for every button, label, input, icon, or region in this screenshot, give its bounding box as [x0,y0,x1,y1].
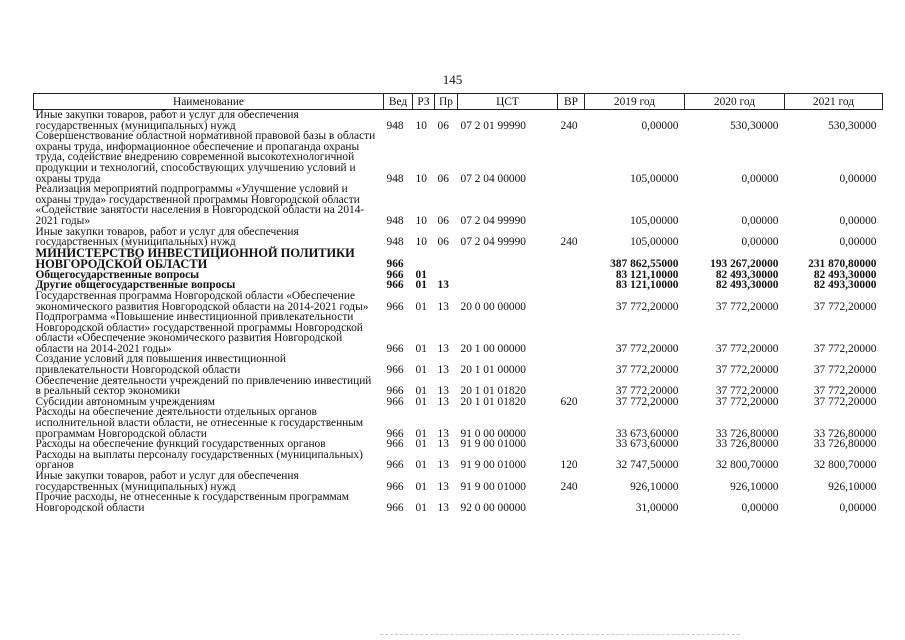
cell-y2020: 82 493,30000 [715,279,779,292]
cell-y2019: 83 121,10000 [615,279,679,292]
cell-vr [558,291,585,312]
cell-pr: 13 [437,459,449,472]
cell-y2019: 105,00000 [630,236,679,249]
cell-y2021: 0,00000 [839,236,877,249]
cell-y2019: 105,00000 [630,172,679,185]
cell-vr [558,354,585,375]
cell-cst: 91 9 00 01000 [460,459,526,472]
cell-cst: 20 1 01 01820 [460,395,526,408]
cell-name: Подпрограмма «Повышение инвестиционной привлекательности Новгородской области» государственной программы Новгородской области «Обеспечение экономического развития Новгородской области на 2014-2021 годы» [35,311,363,355]
cell-ved: 966 [386,501,404,514]
cell-y2021: 37 772,20000 [813,395,877,408]
cell-y2019: 387 862,55000 [610,258,679,271]
cell-ved: 948 [386,236,404,249]
table-row [34,291,883,312]
cell-rz: 01 [415,395,427,408]
cell-pr: 13 [437,395,449,408]
cell-name: Иные закупки товаров, работ и услуг для обеспечения государственных (муниципальных) нужд [35,109,299,132]
page-number: 145 [442,72,463,87]
cell-y2020: 32 800,70000 [715,459,779,472]
cell-y2020: 82 493,30000 [715,268,779,281]
cell-pr: 13 [437,342,449,355]
cell-y2020: 926,10000 [730,480,779,493]
cell-vr: 240 [560,480,578,493]
cell-y2019: 37 772,20000 [615,395,679,408]
cell-pr: 13 [437,364,449,377]
cell-y2020: 37 772,20000 [715,395,779,408]
cell-cst: 20 1 01 00000 [460,364,526,377]
cell-name: Создание условий для повышения инвестиционной привлекательности Новгородской области [35,353,286,377]
cell-vr: 240 [560,236,578,249]
cell-name: Расходы на обеспечение деятельности отдельных органов исполнительной власти области, не отнесенные к государственным программам Новгородской области [35,406,364,440]
cell-vr [558,280,585,291]
cell-y2019: 37 772,20000 [615,342,679,355]
cell-y2021: 33 726,80000 [813,427,877,440]
cell-name: Другие общегосударственные вопросы [35,279,236,292]
cell-y2020: 0,00000 [741,214,779,227]
cell-y2019: 37 772,20000 [615,364,679,377]
cell-y2020: 193 267,20000 [710,258,779,271]
cell-y2019: 37 772,20000 [615,300,679,313]
col-header-vr: ВР [558,94,585,110]
table-row [34,450,883,471]
cell-ved: 948 [386,119,404,132]
col-header-rz: РЗ [413,94,435,110]
table-row [34,184,883,226]
col-header-2019: 2019 год [585,94,685,110]
cell-name: Расходы на выплаты персоналу государственных (муниципальных) органов [35,448,363,472]
cell-rz: 01 [415,364,427,377]
cell-y2020: 37 772,20000 [715,300,779,313]
cell-pr: 13 [437,300,449,313]
cell-vr [558,407,585,439]
cell-cst: 91 9 00 01000 [460,480,526,493]
cell-y2019: 33 673,60000 [615,438,679,451]
cell-vr [558,248,585,270]
cell-pr: 13 [437,427,449,440]
cell-pr: 06 [437,172,449,185]
cell-y2021: 33 726,80000 [813,438,877,451]
cell-y2020: 0,00000 [741,236,779,249]
cell-y2020: 530,30000 [730,119,779,132]
cell-ved: 966 [386,427,404,440]
cell-pr [435,248,458,270]
cell-vr [558,439,585,450]
cell-ved: 966 [386,385,404,398]
cell-rz: 01 [415,501,427,514]
cell-vr: 240 [560,119,578,132]
cell-y2021: 82 493,30000 [813,279,877,292]
cell-name: Совершенствование областной нормативной правовой базы в области охраны труда, информационное обеспечение и пропаганда охраны труда, содействие внедрению современной высокотехнологичной продукции и технологий, способствующих улучшению условий и охраны труда [35,130,376,185]
cell-y2021: 0,00000 [839,214,877,227]
cell-pr: 13 [437,279,449,292]
table-row [34,248,883,270]
cell-pr: 13 [437,438,449,451]
cell-y2019: 32 747,50000 [615,459,679,472]
cell-y2020: 37 772,20000 [715,364,779,377]
cell-y2019: 105,00000 [630,214,679,227]
table-row [34,110,883,132]
cell-y2021: 231 870,80000 [808,258,877,271]
cell-pr: 06 [437,119,449,132]
cell-ved: 966 [386,268,404,281]
cell-rz: 01 [415,459,427,472]
cell-y2021: 37 772,20000 [813,364,877,377]
cell-name: Обеспечение деятельности учреждений по привлечению инвестиций в реальный сектор экономики [35,374,372,398]
cell-cst: 91 0 00 00000 [460,427,526,440]
cell-y2021: 0,00000 [839,501,877,514]
cell-rz: 01 [415,427,427,440]
cell-cst: 07 2 04 99990 [460,214,526,227]
cell-pr: 13 [437,480,449,493]
table-row [34,492,883,513]
cell-rz [413,248,435,270]
cell-cst: 20 1 00 00000 [460,342,526,355]
cell-ved: 966 [386,342,404,355]
col-header-cst: ЦСТ [458,94,558,110]
cell-ved: 948 [386,172,404,185]
cell-y2020: 0,00000 [741,172,779,185]
cell-ved: 966 [386,279,404,292]
budget-table [33,93,883,513]
cell-ved: 966 [386,300,404,313]
cell-y2021: 0,00000 [839,172,877,185]
cell-ved: 966 [386,438,404,451]
cell-y2020: 37 772,20000 [715,385,779,398]
cell-name: Иные закупки товаров, работ и услуг для обеспечения государственных (муниципальных) нужд [35,225,299,249]
cell-name: Прочие расходы, не отнесенные к государственным программам Новгородской области [35,491,349,514]
cell-vr: 120 [560,459,578,472]
table-row [34,354,883,375]
scan-artifact-line [380,634,740,635]
cell-ved: 966 [386,364,404,377]
table-row [34,407,883,439]
cell-rz: 01 [415,385,427,398]
col-header-pr: Пр [435,94,458,110]
table-row [34,376,883,397]
cell-name: Расходы на обеспечение функций государственных органов [35,438,326,451]
col-header-2020: 2020 год [685,94,785,110]
cell-y2021: 82 493,30000 [813,268,877,281]
cell-rz: 10 [415,119,427,132]
cell-rz: 01 [415,300,427,313]
cell-ved: 966 [386,258,404,271]
cell-cst: 07 2 04 99990 [460,236,526,249]
cell-ved: 966 [386,459,404,472]
cell-cst: 92 0 00 00000 [460,501,526,514]
cell-cst: 07 2 04 00000 [460,172,526,185]
cell-vr: 620 [560,395,578,408]
cell-name: МИНИСТЕРСТВО ИНВЕСТИЦИОННОЙ ПОЛИТИКИ НОВГОРОДСКОЙ ОБЛАСТИ [35,245,355,271]
cell-y2019: 83 121,10000 [615,268,679,281]
cell-cst [458,280,558,291]
cell-rz: 01 [415,342,427,355]
cell-name: Общегосударственные вопросы [35,268,200,281]
cell-y2019: 926,10000 [630,480,679,493]
cell-pr: 13 [437,501,449,514]
cell-name: Иные закупки товаров, работ и услуг для обеспечения государственных (муниципальных) нужд [35,470,299,493]
cell-y2020: 33 726,80000 [715,438,779,451]
cell-y2020: 0,00000 [741,501,779,514]
cell-cst: 07 2 01 99990 [460,119,526,132]
cell-ved: 966 [386,395,404,408]
cell-ved: 948 [386,214,404,227]
cell-rz: 01 [415,279,427,292]
table-body [34,110,883,514]
cell-cst: 20 1 01 01820 [460,385,526,398]
col-header-ved: Вед [384,94,413,110]
cell-cst [458,248,558,270]
cell-vr [558,376,585,397]
cell-rz: 01 [415,480,427,493]
cell-cst [458,270,558,281]
cell-rz: 10 [415,172,427,185]
cell-pr: 06 [437,236,449,249]
table-header-row [34,94,883,110]
cell-y2019: 0,00000 [641,119,679,132]
cell-y2020: 37 772,20000 [715,342,779,355]
cell-y2019: 31,00000 [635,501,679,514]
cell-y2019: 37 772,20000 [615,385,679,398]
table-row [34,471,883,492]
cell-y2021: 926,10000 [828,480,877,493]
cell-vr [558,131,585,184]
cell-y2021: 32 800,70000 [813,459,877,472]
table-row [34,312,883,354]
cell-cst: 91 9 00 01000 [460,438,526,451]
table-row [34,227,883,248]
table-row [34,131,883,184]
col-header-2021: 2021 год [785,94,883,110]
cell-y2021: 37 772,20000 [813,300,877,313]
cell-vr [558,270,585,281]
cell-pr: 06 [437,214,449,227]
cell-rz: 10 [415,236,427,249]
cell-y2020: 33 726,80000 [715,427,779,440]
cell-name: Государственная программа Новгородской области «Обеспечение экономического развития Новгородской области на 2014-2021 годы» [35,289,369,313]
cell-rz: 01 [415,268,427,281]
cell-name: Субсидии автономным учреждениям [35,395,215,408]
cell-y2021: 530,30000 [828,119,877,132]
cell-vr [558,312,585,354]
cell-vr [558,184,585,226]
cell-ved: 966 [386,480,404,493]
cell-vr [558,492,585,513]
cell-rz: 10 [415,214,427,227]
cell-y2021: 37 772,20000 [813,385,877,398]
cell-rz: 01 [415,438,427,451]
cell-y2021: 37 772,20000 [813,342,877,355]
cell-cst: 20 0 00 00000 [460,300,526,313]
cell-y2019: 33 673,60000 [615,427,679,440]
cell-pr: 13 [437,385,449,398]
cell-name: Реализация мероприятий подпрограммы «Улучшение условий и охраны труда» государственной программы Новгородской области «Содействие занятости населения в Новгородской области на 2014-2021 годы» [35,183,365,227]
col-header-name: Наименование [34,94,384,110]
